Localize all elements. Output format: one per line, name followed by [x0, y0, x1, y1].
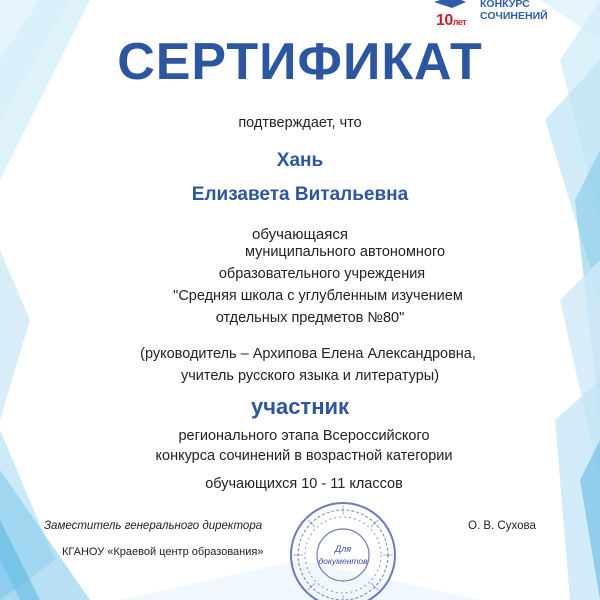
signer-name: О. В. Сухова — [468, 520, 536, 532]
logo-years: 10лет — [436, 12, 467, 29]
organization-line: отдельных предметов №80" — [215, 310, 405, 326]
recipient-surname: Хань — [276, 150, 324, 171]
official-stamp-icon — [288, 500, 398, 600]
stamp-text-1: Для — [334, 544, 352, 554]
organization-line: муниципального автономного — [244, 244, 446, 260]
leader-line: учитель русского языка и литературы) — [180, 368, 440, 384]
certificate-title: СЕРТИФИКАТ — [117, 33, 483, 91]
grade-line: обучающихся 10 - 11 классов — [205, 476, 403, 492]
recipient-given-names: Елизавета Витальевна — [191, 184, 409, 205]
participant-status: участник — [250, 394, 350, 419]
stage-line: конкурса сочинений в возрастной категории — [155, 448, 453, 464]
recipient-role: обучающаяся — [252, 226, 348, 243]
stage-line: регионального этапа Всероссийского — [178, 428, 430, 444]
confirms-text: подтверждает, что — [238, 115, 362, 131]
organization-line: "Средняя школа с углубленным изучением — [173, 288, 463, 304]
signer-title: Заместитель генерального директора — [44, 520, 263, 532]
leader-line: (руководитель – Архипова Елена Александровна, — [140, 346, 476, 362]
organization-line: образовательного учреждения — [218, 266, 426, 282]
stamp-text-2: документов — [318, 556, 368, 566]
logo-text: КОНКУРС СОЧИНЕНИЙ — [480, 0, 548, 22]
signer-organization: КГАНОУ «Краевой центр образования» — [62, 546, 264, 558]
